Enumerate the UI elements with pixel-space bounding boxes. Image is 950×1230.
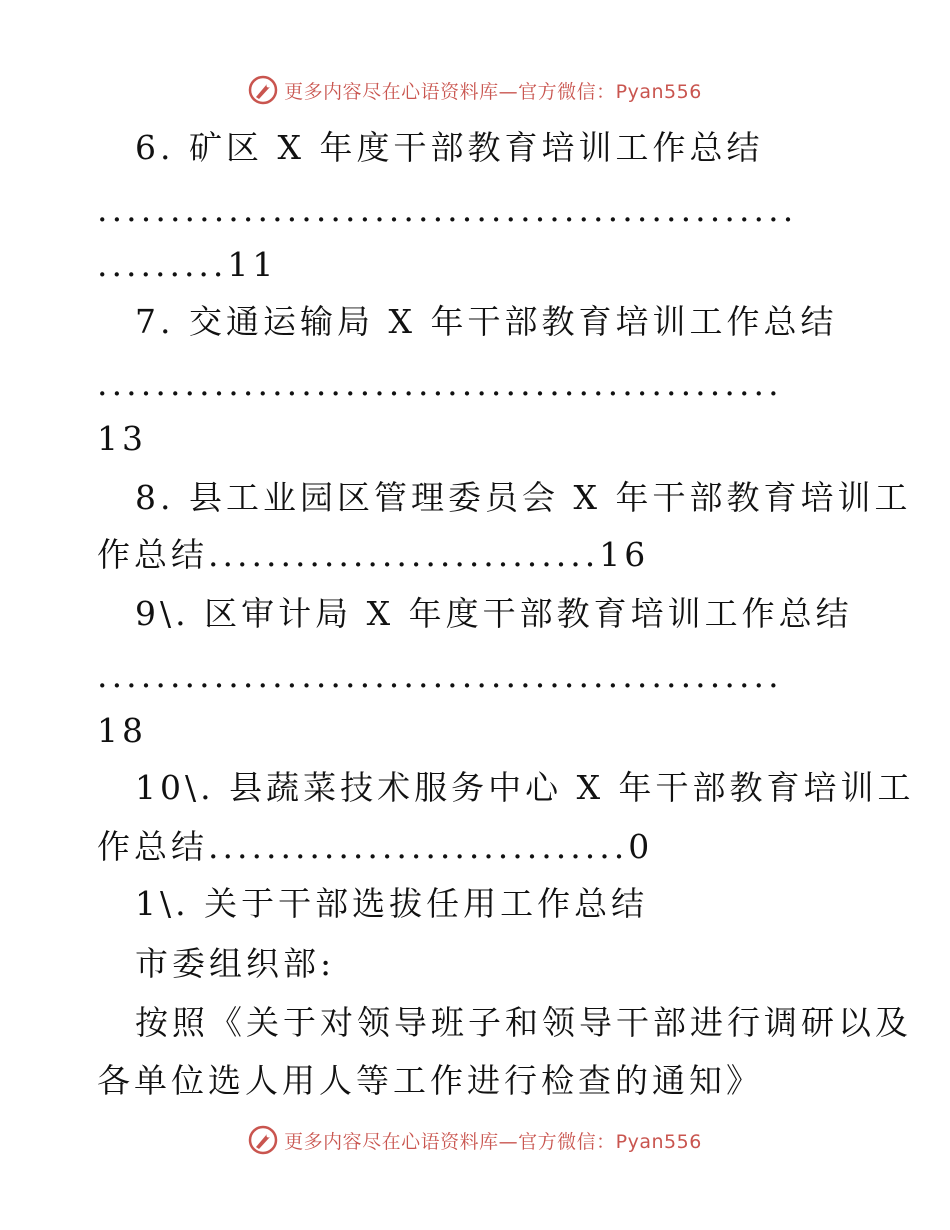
watermark-text: 更多内容尽在心语资料库—官方微信：Pyan556: [284, 80, 702, 103]
pen-circle-icon: [248, 1125, 278, 1155]
toc-leader-dots: ................................................: [97, 190, 798, 229]
toc-entry-title: 6. 矿区 X 年度干部教育培训工作总结: [135, 128, 764, 167]
addressee: 市委组织部:: [135, 944, 336, 983]
toc-entry-continuation: 作总结...........................16: [97, 535, 650, 574]
toc-entry-title: 10\. 县蔬菜技术服务中心 X 年干部教育培训工: [135, 768, 915, 807]
toc-page-number: 18: [97, 711, 147, 750]
toc-entry-title: 7. 交通运输局 X 年干部教育培训工作总结: [135, 302, 838, 341]
toc-page-number: 13: [97, 419, 147, 458]
body-paragraph: 按照《关于对领导班子和领导干部进行调研以及: [135, 1003, 912, 1042]
toc-page-number: .........11: [97, 245, 278, 284]
toc-entry-continuation: 作总结.............................0: [97, 827, 654, 866]
toc-entry-title: 9\. 区审计局 X 年度干部教育培训工作总结: [135, 594, 853, 633]
watermark-text: 更多内容尽在心语资料库—官方微信：Pyan556: [284, 1130, 702, 1153]
toc-entry-title: 8. 县工业园区管理委员会 X 年干部教育培训工: [135, 478, 912, 517]
footer-watermark: [0, 1120, 950, 1160]
section-heading: 1\. 关于干部选拔任用工作总结: [135, 884, 649, 923]
toc-leader-dots: ...............................................: [97, 364, 783, 403]
body-paragraph-continuation: 各单位选人用人等工作进行检查的通知》: [97, 1061, 763, 1100]
toc-leader-dots: ...............................................: [97, 656, 783, 695]
